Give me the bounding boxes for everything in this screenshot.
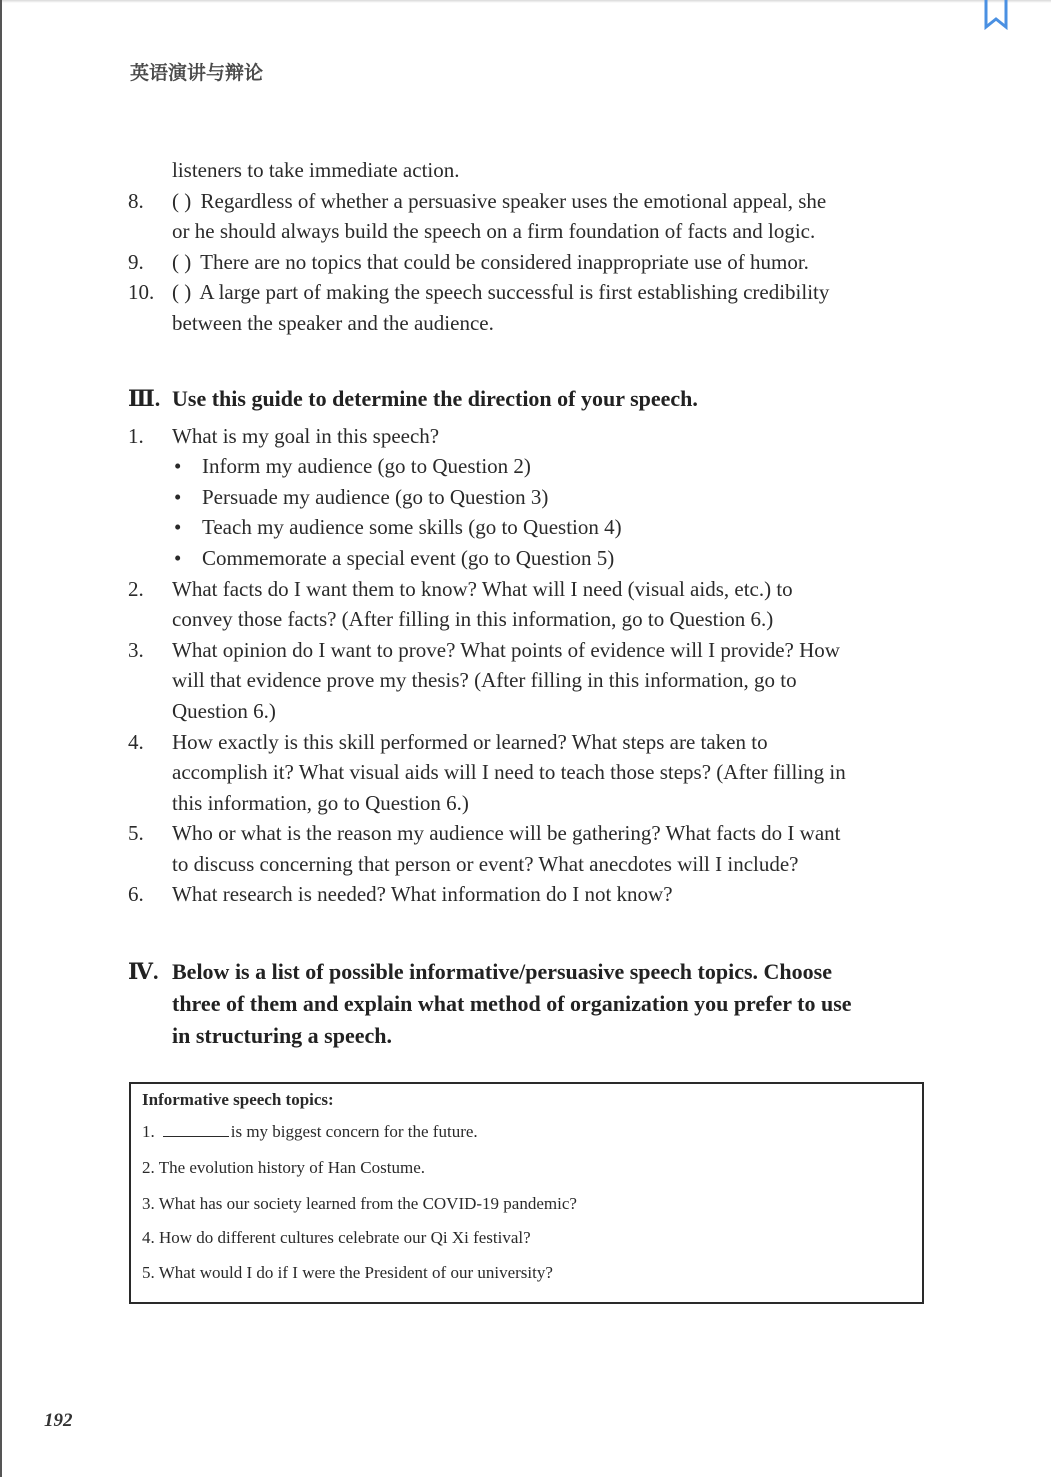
section-title-line: in structuring a speech. bbox=[172, 1023, 392, 1049]
item-text: A large part of making the speech successful is first establishing credibility bbox=[199, 280, 830, 305]
section-numeral: Ⅳ. bbox=[128, 959, 159, 985]
bullet-icon: • bbox=[174, 545, 182, 570]
true-false-item-9 bbox=[128, 247, 924, 278]
item-text-continuation: or he should always build the speech on a firm foundation of facts and logic. bbox=[172, 219, 816, 244]
section-title-line: Below is a list of possible informative/persuasive speech topics. Choose bbox=[172, 959, 832, 985]
bullet-icon: • bbox=[174, 454, 182, 479]
question-text: What facts do I want them to know? What will I need (visual aids, etc.) to bbox=[172, 576, 793, 601]
item-number: 10. bbox=[128, 280, 155, 305]
bullet-icon: • bbox=[174, 515, 182, 540]
topic-item-2: 2. The evolution history of Han Costume. bbox=[142, 1158, 425, 1177]
guide-question-6 bbox=[128, 879, 924, 910]
option-text: Teach my audience some skills (go to Question 4) bbox=[202, 515, 622, 540]
item-text: Regardless of whether a persuasive speaker uses the emotional appeal, she bbox=[200, 188, 827, 213]
question-number: 2. bbox=[128, 576, 144, 601]
question-text-continuation: to discuss concerning that person or event? What anecdotes will I include? bbox=[172, 851, 799, 876]
topic-item-1 bbox=[142, 1122, 478, 1142]
section-title-line: three of them and explain what method of organization you prefer to use bbox=[172, 991, 852, 1017]
question-text-continuation: convey those facts? (After filling in this information, go to Question 6.) bbox=[172, 607, 774, 632]
true-false-item-8 bbox=[128, 186, 924, 217]
topic-item-4: 4. How do different cultures celebrate our Qi Xi festival? bbox=[142, 1228, 531, 1247]
section-iii-heading bbox=[128, 383, 924, 415]
page-left-edge bbox=[0, 0, 2, 1477]
bullet-icon: • bbox=[174, 484, 182, 509]
goal-option bbox=[128, 451, 924, 482]
question-number: 1. bbox=[128, 423, 144, 448]
section-iv-heading bbox=[128, 956, 924, 1052]
section-numeral: Ⅲ. bbox=[128, 385, 161, 411]
answer-blank: ( ) bbox=[172, 188, 192, 213]
item-7-continuation: listeners to take immediate action. bbox=[172, 158, 460, 182]
answer-blank: ( ) bbox=[172, 280, 192, 305]
item-text: There are no topics that could be considered inappropriate use of humor. bbox=[200, 249, 809, 274]
page-number: 192 bbox=[44, 1410, 73, 1431]
fill-in-blank bbox=[163, 1122, 229, 1137]
item-text-continuation: between the speaker and the audience. bbox=[172, 310, 494, 335]
answer-blank: ( ) bbox=[172, 249, 192, 274]
option-text: Persuade my audience (go to Question 3) bbox=[202, 484, 549, 509]
question-text-continuation: Question 6.) bbox=[172, 698, 276, 723]
goal-option bbox=[128, 543, 924, 574]
top-shadow bbox=[0, 0, 1051, 3]
question-text: How exactly is this skill performed or learned? What steps are taken to bbox=[172, 729, 768, 754]
question-text: Who or what is the reason my audience will be gathering? What facts do I want bbox=[172, 821, 841, 846]
guide-question-5 bbox=[128, 818, 924, 849]
option-text: Commemorate a special event (go to Question 5) bbox=[202, 545, 615, 570]
section-title: Use this guide to determine the direction of your speech. bbox=[172, 385, 698, 411]
true-false-item-10 bbox=[128, 277, 924, 308]
question-number: 6. bbox=[128, 882, 144, 907]
goal-option bbox=[128, 512, 924, 543]
topics-box-title: Informative speech topics: bbox=[142, 1090, 334, 1109]
question-text-continuation: will that evidence prove my thesis? (After filling in this information, go to bbox=[172, 668, 797, 693]
running-head: 英语演讲与辩论 bbox=[130, 62, 264, 84]
item-number: 9. bbox=[128, 249, 144, 274]
question-text: What is my goal in this speech? bbox=[172, 423, 440, 448]
question-number: 5. bbox=[128, 821, 144, 846]
topic-number: 1. bbox=[142, 1122, 155, 1141]
topic-item-5: 5. What would I do if I were the President of our university? bbox=[142, 1263, 553, 1282]
guide-question-2 bbox=[128, 574, 924, 605]
guide-question-1 bbox=[128, 421, 924, 452]
guide-question-3 bbox=[128, 635, 924, 666]
question-text: What research is needed? What information do I not know? bbox=[172, 882, 673, 907]
question-text-continuation: accomplish it? What visual aids will I need to teach those steps? (After filling in bbox=[172, 760, 846, 785]
bookmark-button[interactable] bbox=[984, 0, 1008, 30]
question-number: 3. bbox=[128, 637, 144, 662]
guide-question-4 bbox=[128, 727, 924, 758]
question-text: What opinion do I want to prove? What points of evidence will I provide? How bbox=[172, 637, 840, 662]
option-text: Inform my audience (go to Question 2) bbox=[202, 454, 531, 479]
goal-option bbox=[128, 482, 924, 513]
question-text-continuation: this information, go to Question 6.) bbox=[172, 790, 469, 815]
question-number: 4. bbox=[128, 729, 144, 754]
page-content bbox=[128, 155, 924, 1052]
bookmark-icon bbox=[984, 0, 1008, 30]
topic-item-3: 3. What has our society learned from the COVID-19 pandemic? bbox=[142, 1194, 577, 1213]
topic-text: is my biggest concern for the future. bbox=[230, 1122, 478, 1141]
item-number: 8. bbox=[128, 188, 144, 213]
informative-topics-box bbox=[129, 1082, 924, 1304]
